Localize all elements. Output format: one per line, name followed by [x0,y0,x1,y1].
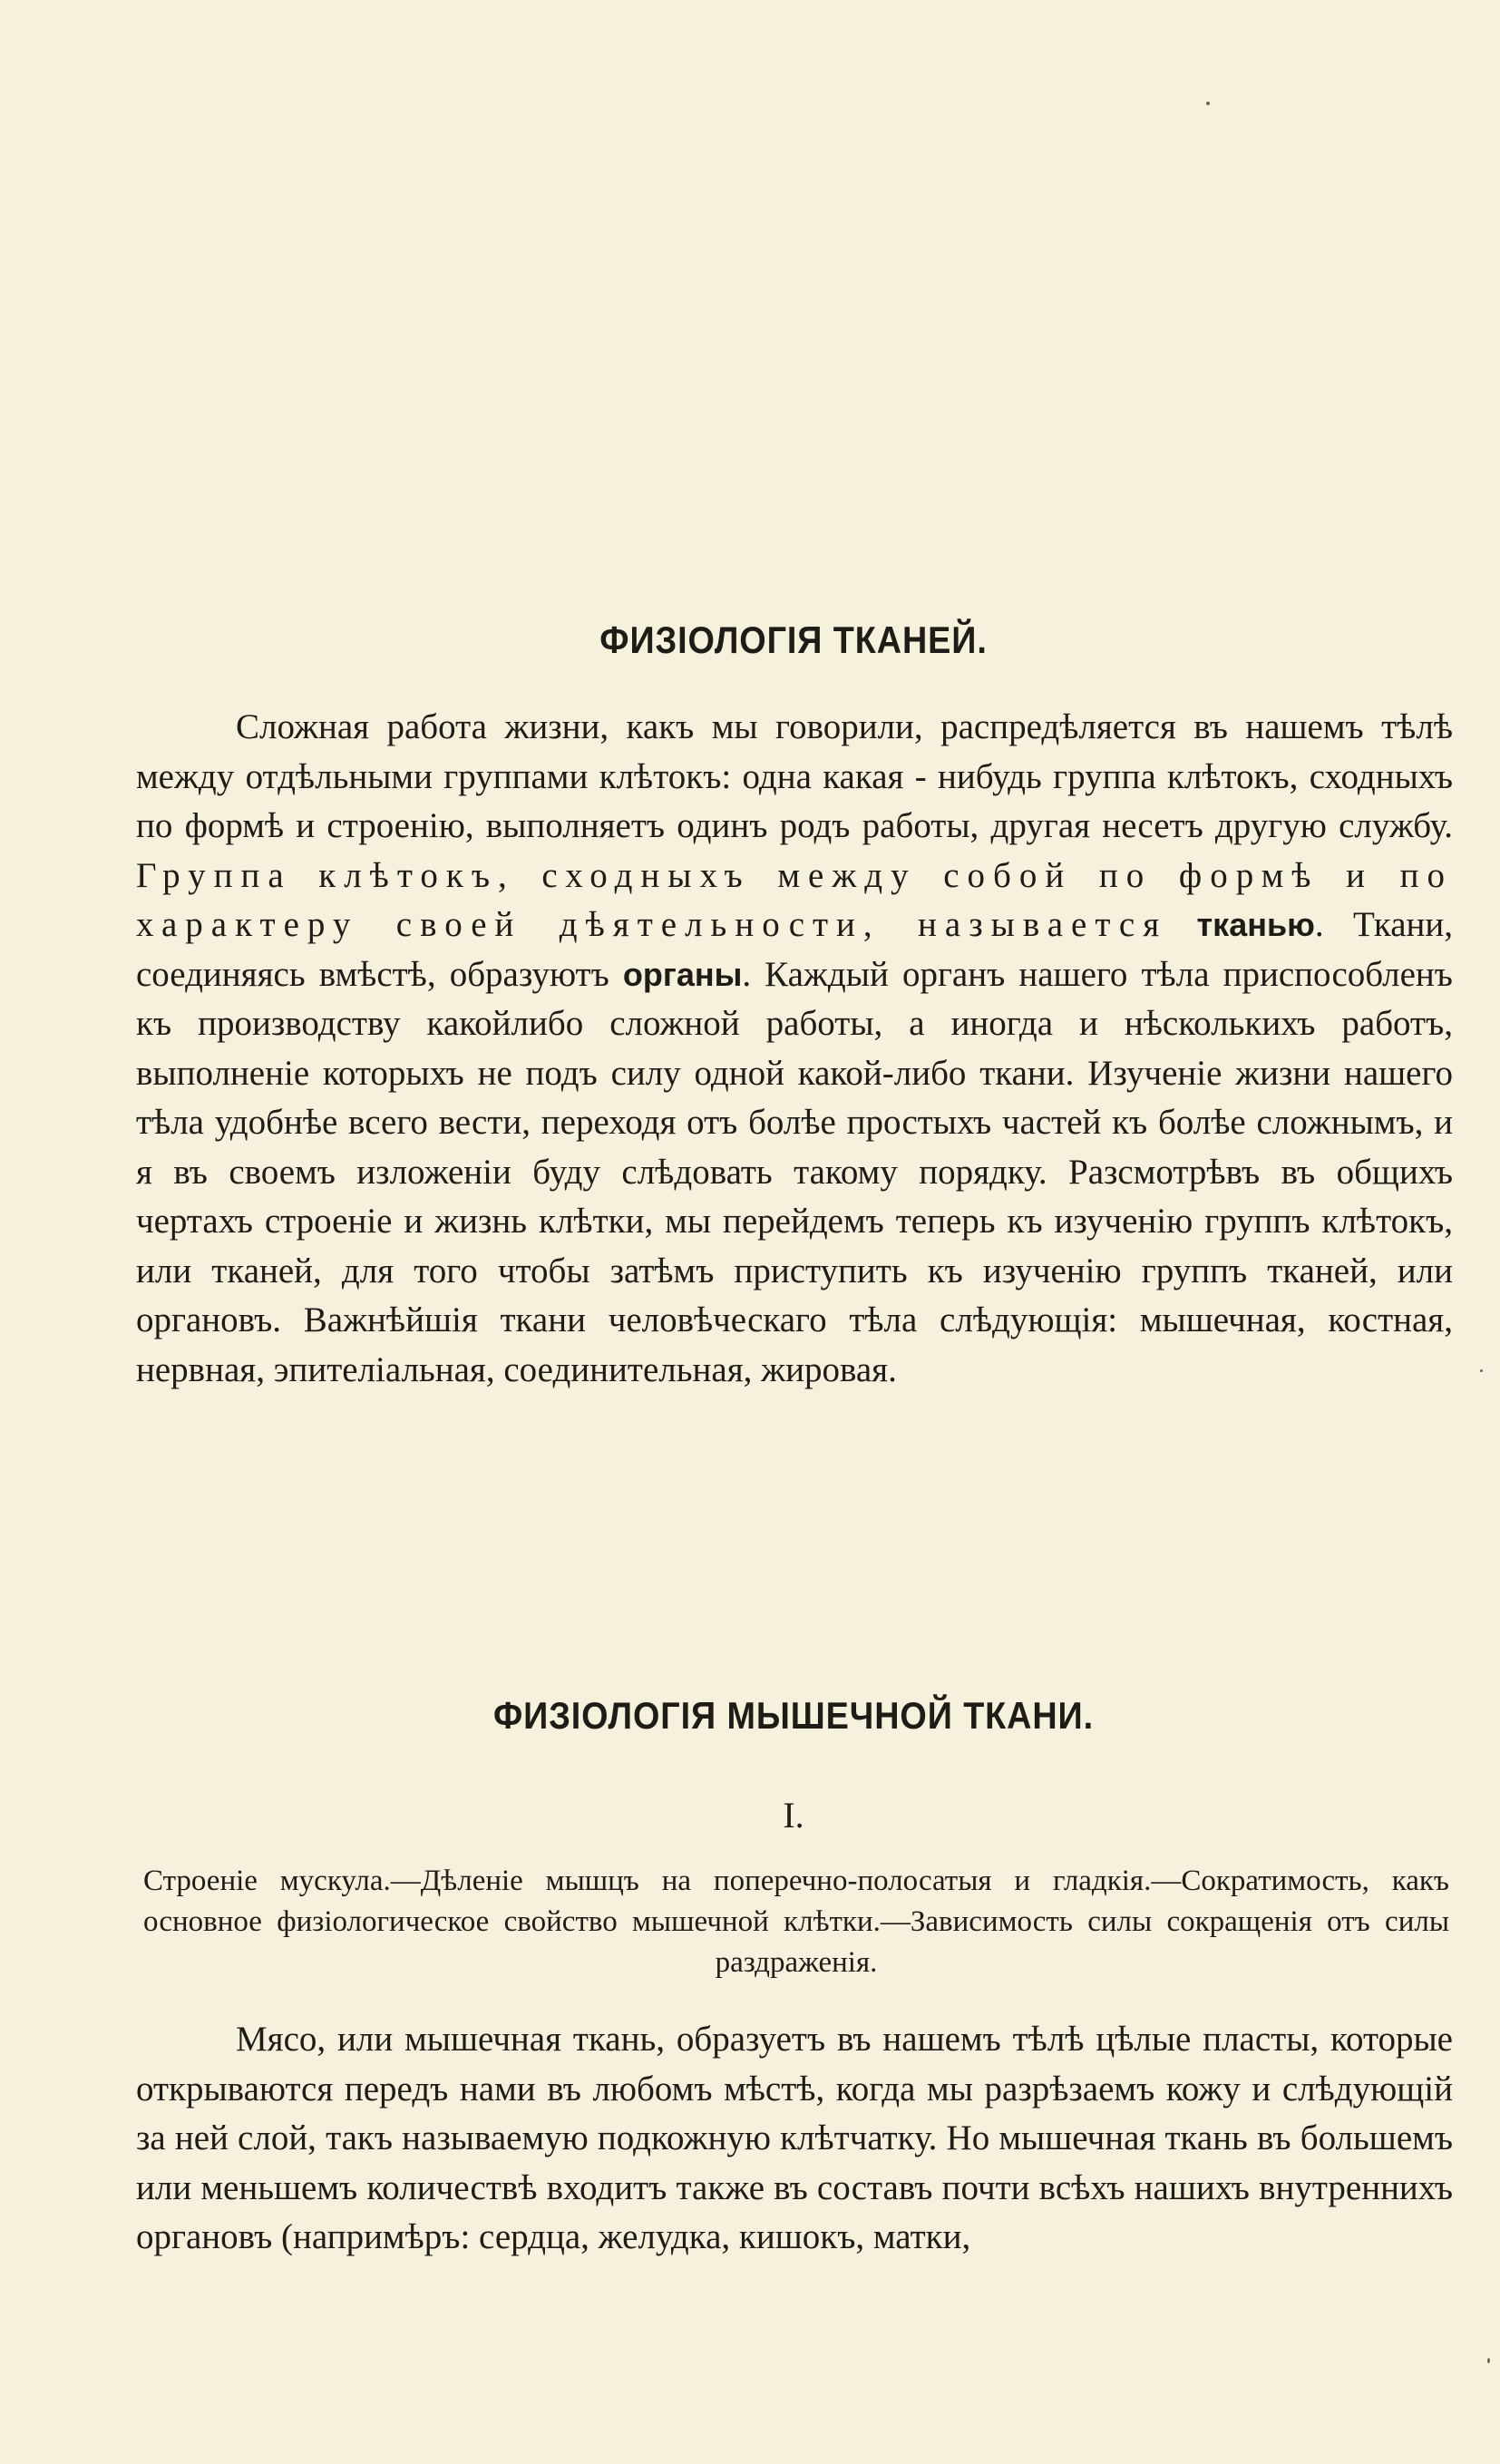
paper-speck [1487,2358,1490,2363]
term-tissue: тканью [1196,906,1315,943]
paragraph-text: . Ткани, соединяясь вмѣстѣ, образуютъ [136,905,1454,994]
section-heading-tissues: ФИЗІОЛОГІЯ ТКАНЕЙ. [599,618,988,661]
paragraph-muscle: Мясо, или мышечная ткань, образуетъ въ нашемъ тѣлѣ цѣлые пласты, которые открываются передъ нами въ любомъ мѣстѣ, когда мы разрѣзаемъ кожу и слѣдующій за ней слой, такъ называемую подкожную клѣтчатку. Но мышечная ткань въ большемъ или меньшемъ количествѣ входитъ также въ составъ почти всѣхъ нашихъ внутреннихъ органовъ (напримѣръ: сердца, желудка, кишокъ, матки, [136,2020,1453,2256]
chapter-synopsis: Строеніе мускула.—Дѣленіе мышцъ на поперечно-полосатыя и гладкія.—Сократимость, какъ основное физіологическое свойство мышечной клѣтки.—Зависимость силы сокращенія отъ силы раздраженія. [143,1865,1449,1979]
paragraph-tissues [136,703,1453,1395]
section-heading-muscle-tissue: ФИЗІОЛОГІЯ МЫШЕЧНОЙ ТКАНИ. [492,1694,1095,1737]
spaced-emphasis-text: Группа клѣтокъ, сходныхъ между собой по формѣ и по характеру своей дѣятельности, называется [136,855,1453,944]
paragraph-text: . Каждый органъ нашего тѣла приспособленъ къ производству какойлибо сложной работы, а иногда и нѣсколькихъ работъ, выполненіе которыхъ не подъ силу одной какой-либо ткани. Изученіе жизни нашего тѣла удобнѣе всего вести, переходя отъ болѣе простыхъ частей къ болѣе сложнымъ, и я въ своемъ изложеніи буду слѣдовать такому порядку. Разсмотрѣвъ въ общихъ чертахъ строеніе и жизнь клѣтки, мы перейдемъ теперь къ изученію группъ клѣтокъ, или тканей, для того чтобы затѣмъ приступить къ изученію группъ тканей, или органовъ. Важнѣйшія ткани человѣческаго тѣла слѣдующія: мышечная, костная, нервная, эпителіальная, соединительная, жировая. [136,954,1453,1389]
chapter-number: I. [783,1795,804,1836]
paper-speck [1206,102,1210,105]
term-organs: органы [622,955,743,993]
paper-speck [1480,1369,1483,1372]
paragraph-text: Сложная работа жизни, какъ мы говорили, распредѣляется въ нашемъ тѣлѣ между отдѣльными группами клѣтокъ: одна какая - нибудь группа клѣтокъ, сходныхъ по формѣ и строенію, выполняетъ одинъ родъ работы, другая несетъ другую службу. [136,707,1453,845]
